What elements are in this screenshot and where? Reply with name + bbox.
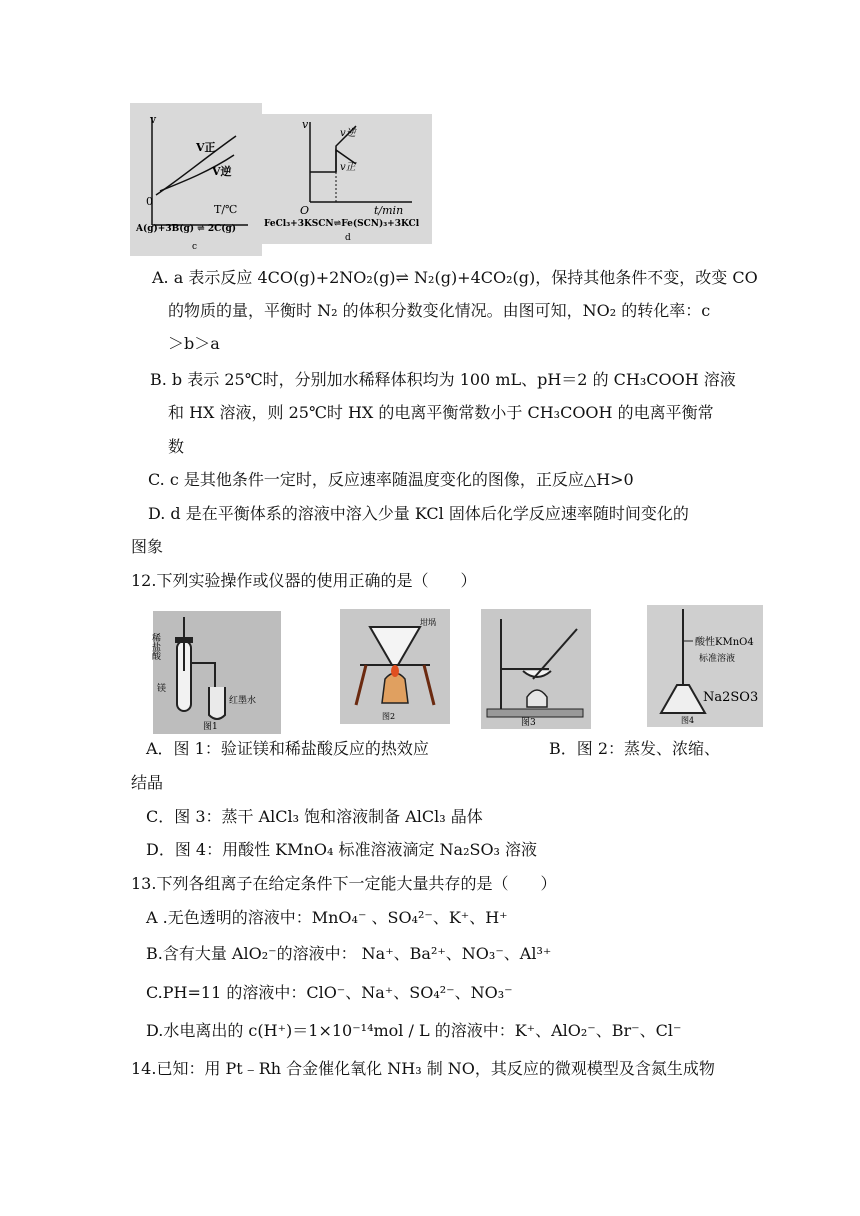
fig1-label: 图1 — [203, 722, 218, 732]
fig4-reagent-label-2: 标准溶液 — [699, 654, 736, 664]
q12-figure-3 — [481, 609, 591, 729]
q11-option-b-line2: 和 HX 溶液，则 25℃时 HX 的电离平衡常数小于 CH₃COOH 的电离平衡常 — [168, 403, 714, 422]
fig2-vessel-label: 坩埚 — [420, 618, 436, 627]
figure-c-graph — [130, 103, 262, 256]
q13-option-b: B.含有大量 AlO₂⁻的溶液中： Na⁺、Ba²⁺、NO₃⁻、Al³⁺ — [146, 944, 552, 963]
q12-stem: 12.下列实验操作或仪器的使用正确的是（ ） — [131, 571, 477, 590]
q12-figure-4 — [647, 605, 763, 727]
fig3-label: 图3 — [521, 718, 536, 728]
q11-option-a-line1: A. a 表示反应 4CO(g)+2NO₂(g)⇌ N₂(g)+4CO₂(g)，保持其他条件不变，改变 CO — [152, 268, 758, 287]
c-equation: A(g)+3B(g) ⇌ 2C(g) — [136, 224, 237, 234]
fig1-water-label: 红墨水 — [229, 696, 257, 706]
q11-option-b-line1: B. b 表示 25℃时，分别加水稀释体积均为 100 mL、pH＝2 的 CH₃COOH 溶液 — [150, 370, 736, 389]
q11-option-a-line3: ＞b＞a — [168, 334, 220, 353]
figure-4-apparatus — [647, 605, 763, 727]
figure-1-apparatus — [150, 611, 281, 734]
fig1-acid-label: 稀盐酸 — [150, 633, 160, 660]
q12-option-b: B．图 2：蒸发、浓缩、 — [549, 739, 721, 758]
c-v-reverse-label: V逆 — [212, 165, 232, 178]
fig1-metal-label: 镁 — [157, 684, 167, 694]
q12-option-c: C．图 3：蒸干 AlCl₃ 饱和溶液制备 AlCl₃ 晶体 — [146, 807, 483, 826]
d-y-axis-label: v — [302, 118, 309, 131]
d-v-reverse-label: v逆 — [340, 128, 356, 139]
q11-option-a-line2: 的物质的量，平衡时 N₂ 的体积分数变化情况。由图可知，NO₂ 的转化率：c — [168, 301, 711, 320]
c-x-axis-label: T/℃ — [214, 203, 238, 216]
fig2-label: 图2 — [382, 712, 396, 721]
d-origin-label: O — [300, 204, 310, 217]
d-v-forward-label: v正 — [340, 162, 356, 173]
c-origin-label: 0 — [146, 195, 153, 208]
q12-option-b-continued: 结晶 — [131, 773, 164, 792]
figure-3-apparatus — [481, 609, 591, 729]
figure-c — [130, 103, 262, 256]
c-y-axis-label: v — [150, 113, 157, 126]
c-v-forward-label: V正 — [196, 141, 216, 154]
fig4-solution-label: Na2SO3 — [703, 690, 759, 705]
q11-option-d-line1: D. d 是在平衡体系的溶液中溶入少量 KCl 固体后化学反应速率随时间变化的 — [148, 504, 689, 523]
q12-option-d: D．图 4：用酸性 KMnO₄ 标准溶液滴定 Na₂SO₃ 溶液 — [146, 840, 538, 859]
q13-option-d: D.水电离出的 c(H⁺)＝1×10⁻¹⁴mol / L 的溶液中：K⁺、AlO₂⁻、Br⁻、Cl⁻ — [146, 1021, 682, 1040]
d-figure-label: d — [345, 233, 351, 243]
figure-d-graph — [262, 114, 432, 244]
q14-stem: 14.已知：用 Pt﹣Rh 合金催化氧化 NH₃ 制 NO，其反应的微观模型及含氮生成物 — [131, 1059, 715, 1078]
q12-option-a: A．图 1：验证镁和稀盐酸反应的热效应 — [146, 739, 429, 758]
fig4-reagent-label-1: 酸性KMnO4 — [695, 637, 754, 648]
q13-option-c: C.PH=11 的溶液中：ClO⁻、Na⁺、SO₄²⁻、NO₃⁻ — [146, 983, 513, 1002]
d-equation: FeCl₃+3KSCN⇌Fe(SCN)₃+3KCl — [264, 219, 420, 229]
d-x-axis-label: t/min — [374, 204, 404, 217]
q12-figure-2 — [340, 609, 450, 724]
c-figure-label: c — [192, 242, 198, 252]
figure-2-apparatus — [340, 609, 450, 724]
fig4-label: 图4 — [681, 716, 695, 725]
q13-option-a: A .无色透明的溶液中：MnO₄⁻ 、SO₄²⁻、K⁺、H⁺ — [146, 908, 508, 927]
figure-d — [262, 114, 432, 244]
q11-option-b-line3: 数 — [168, 437, 185, 456]
q13-stem: 13.下列各组离子在给定条件下一定能大量共存的是（ ） — [131, 874, 557, 893]
q11-option-d-line2: 图象 — [131, 537, 164, 556]
q11-option-c: C. c 是其他条件一定时，反应速率随温度变化的图像，正反应△H>0 — [148, 470, 634, 489]
q12-figure-1 — [150, 611, 281, 734]
